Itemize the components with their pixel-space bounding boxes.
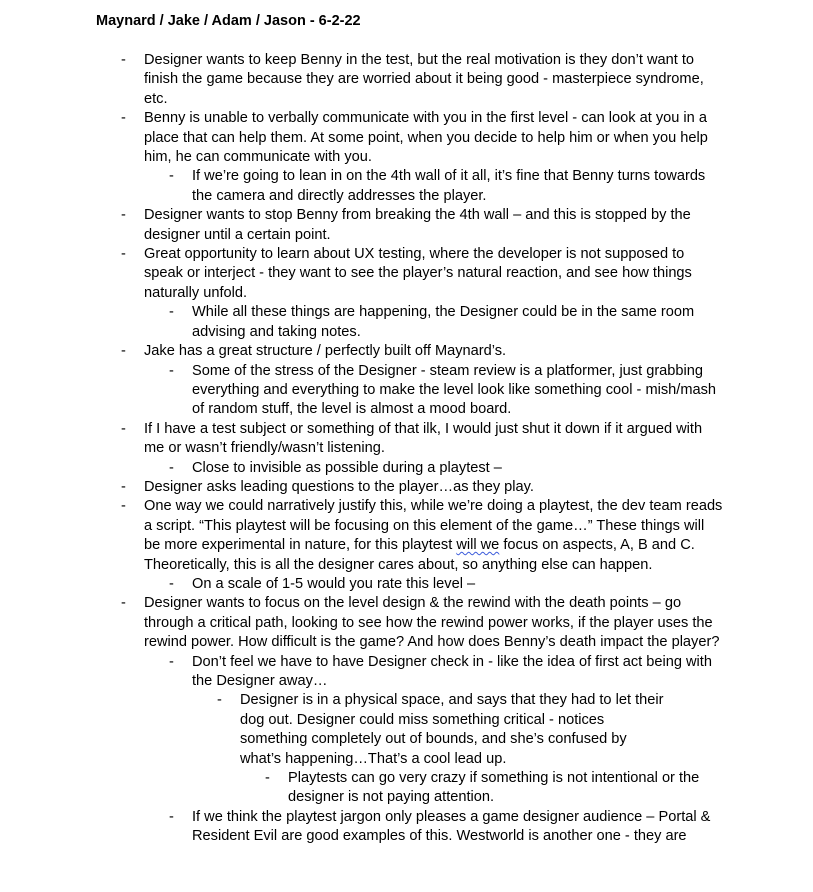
bullet-dash: - [121, 246, 126, 263]
bullet-dash: - [217, 692, 222, 709]
bullet-dash: - [121, 498, 126, 515]
bullet-dash: - [169, 575, 174, 592]
list-item [0, 459, 813, 478]
bullet-dash: - [121, 110, 126, 127]
bullet-dash: - [121, 478, 126, 495]
bullet-dash: - [169, 653, 174, 670]
list-item [0, 691, 813, 769]
list-item [0, 167, 813, 206]
list-item-text: Some of the stress of the Designer - steam review is a platformer, just grabbing everything and everything to make the level look like something cool - mish/mash of random stuff, the level is almost a mood board. [192, 362, 717, 418]
list-item [0, 51, 813, 109]
list-item-text: Great opportunity to learn about UX testing, where the developer is not supposed to speak or interject - they want to see the player’s natural reaction, and see how things naturally unfold. [144, 246, 692, 301]
list-item-text: If we think the playtest jargon only pleases a game designer audience – Portal & Resident Evil are good examples of this. Westworld is another one - they are [192, 808, 711, 845]
bullet-dash: - [121, 595, 126, 612]
list-item [0, 594, 813, 652]
list-item-text: While all these things are happening, the Designer could be in the same room advising and taking notes. [192, 304, 695, 340]
list-item [0, 653, 813, 692]
list-item [0, 497, 813, 575]
list-item [0, 808, 813, 847]
list-item [0, 362, 813, 420]
list-item-text: One way we could narratively justify this, while we’re doing a playtest, the dev team reads a script. “This playtest will be focusing on this element of the game…” These things will be more experimental in nature, for this playtest will we focus on aspects, A, B and C. Theoretically, this is all the designer cares about, so anything else can happen. [144, 498, 723, 573]
list-item [0, 420, 813, 459]
list-item [0, 109, 813, 167]
notes-list [0, 51, 813, 847]
list-item-text: Close to invisible as possible during a playtest – [192, 459, 502, 476]
bullet-dash: - [169, 362, 174, 379]
bullet-dash: - [265, 770, 270, 787]
list-item-text: Designer wants to focus on the level design & the rewind with the death points – go through a critical path, looking to see how the rewind power works, if the player uses the rewind power. How difficult is the game? And how does Benny’s death impact the player? [144, 595, 720, 651]
bullet-dash: - [169, 304, 174, 321]
list-item [0, 342, 813, 361]
list-item [0, 303, 813, 342]
list-item-text: Jake has a great structure / perfectly built off Maynard’s. [144, 343, 507, 360]
list-item-text: Designer is in a physical space, and says that they had to let their dog out. Designer could miss something critical - notices something completely out of bounds, and she’s confused by what’s happening…That’s a cool lead up. [240, 692, 664, 767]
list-item-text: Designer asks leading questions to the player…as they play. [144, 478, 534, 495]
list-item [0, 769, 813, 808]
bullet-dash: - [169, 808, 174, 825]
list-item-text: Playtests can go very crazy if something is not intentional or the designer is not paying attention. [288, 770, 700, 806]
list-item-text: If I have a test subject or something of that ilk, I would just shut it down if it argued with me or wasn’t friendly/wasn’t listening. [144, 420, 703, 457]
bullet-dash: - [121, 420, 126, 437]
list-item [0, 206, 813, 245]
list-item-text: If we’re going to lean in on the 4th wall of it all, it’s fine that Benny turns towards the camera and directly addresses the player. [192, 168, 706, 204]
list-item-text: On a scale of 1-5 would you rate this level – [192, 575, 476, 592]
list-item-text: Designer wants to keep Benny in the test, but the real motivation is they don’t want to finish the game because they are worried about it being good - masterpiece syndrome, etc. [144, 52, 704, 107]
bullet-dash: - [121, 343, 126, 360]
bullet-dash: - [169, 459, 174, 476]
list-item [0, 575, 813, 594]
list-item [0, 478, 813, 497]
bullet-dash: - [121, 52, 126, 68]
list-item-text: Don’t feel we have to have Designer check in - like the idea of first act being with the Designer away… [192, 653, 712, 689]
list-item-text: Benny is unable to verbally communicate with you in the first level - can look at you in a place that can help them. At some point, when you decide to help him or when you help him, he can communicate with you. [144, 110, 708, 166]
page-title: Maynard / Jake / Adam / Jason - 6-2-22 [96, 13, 361, 29]
bullet-dash: - [121, 207, 126, 224]
list-item-text: Designer wants to stop Benny from breaking the 4th wall – and this is stopped by the designer until a certain point. [144, 207, 691, 243]
list-item [0, 245, 813, 303]
bullet-dash: - [169, 168, 174, 185]
